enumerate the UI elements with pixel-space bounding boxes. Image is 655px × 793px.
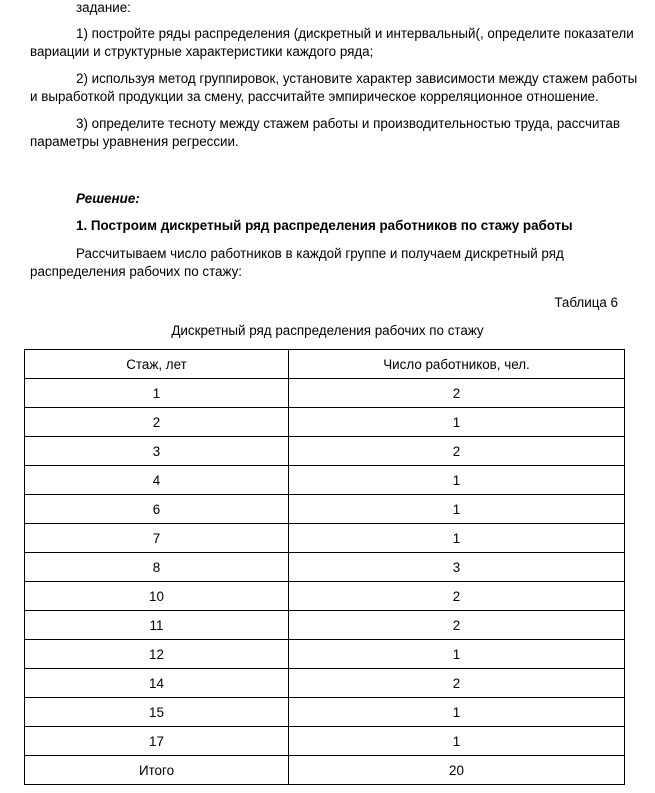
cell-worker-count: 1	[289, 495, 625, 524]
cell-experience: 8	[25, 553, 289, 582]
step-1-text-line-2: распределения рабочих по стажу:	[30, 264, 243, 279]
cell-experience: 14	[25, 669, 289, 698]
cell-worker-count: 1	[289, 524, 625, 553]
cell-experience: 17	[25, 727, 289, 756]
cell-experience: 6	[25, 495, 289, 524]
cell-total-value: 20	[289, 756, 625, 785]
table-row	[25, 437, 625, 466]
table-row	[25, 524, 625, 553]
cell-worker-count: 1	[289, 727, 625, 756]
cell-experience: 2	[25, 408, 289, 437]
cell-worker-count: 2	[289, 582, 625, 611]
cell-worker-count: 1	[289, 698, 625, 727]
cell-worker-count: 2	[289, 379, 625, 408]
cell-worker-count: 1	[289, 466, 625, 495]
cell-experience: 7	[25, 524, 289, 553]
cell-worker-count: 2	[289, 437, 625, 466]
cell-experience: 1	[25, 379, 289, 408]
cell-worker-count: 1	[289, 640, 625, 669]
table-row	[25, 640, 625, 669]
table-row	[25, 553, 625, 582]
cell-worker-count: 3	[289, 553, 625, 582]
table-row	[25, 408, 625, 437]
task-3-line-1: 3) определите тесноту между стажем работы и производительностью труда, рассчитав	[76, 116, 620, 131]
distribution-table	[24, 349, 625, 785]
table-row	[25, 727, 625, 756]
cell-experience: 4	[25, 466, 289, 495]
table-row	[25, 669, 625, 698]
task-1-line-1: 1) постройте ряды распределения (дискретный и интервальный(, определите показатели	[76, 26, 634, 41]
step-1-text-line-1: Рассчитываем число работников в каждой группе и получаем дискретный ряд	[76, 246, 564, 261]
cell-experience: 10	[25, 582, 289, 611]
table-row	[25, 495, 625, 524]
cell-experience: 12	[25, 640, 289, 669]
table-row	[25, 611, 625, 640]
task-2-line-1: 2) используя метод группировок, установите характер зависимости между стажем работы	[76, 71, 638, 86]
table-row	[25, 582, 625, 611]
cell-total-label: Итого	[25, 756, 289, 785]
step-1-title: 1. Построим дискретный ряд распределения работников по стажу работы	[76, 218, 573, 233]
intro-line: задание:	[76, 0, 131, 15]
table-row	[25, 379, 625, 408]
table-total-row	[25, 756, 625, 785]
task-2-line-2: и выработкой продукции за смену, рассчитайте эмпирическое корреляционное отношение.	[30, 89, 599, 104]
table-row	[25, 466, 625, 495]
table-row	[25, 698, 625, 727]
cell-worker-count: 1	[289, 408, 625, 437]
cell-experience: 3	[25, 437, 289, 466]
cell-worker-count: 2	[289, 669, 625, 698]
header-worker-count: Число работников, чел.	[289, 350, 625, 379]
cell-experience: 11	[25, 611, 289, 640]
task-3-line-2: параметры уравнения регрессии.	[30, 134, 239, 149]
table-caption: Дискретный ряд распределения рабочих по стажу	[171, 323, 484, 338]
table-header-row	[25, 350, 625, 379]
cell-experience: 15	[25, 698, 289, 727]
solution-heading: Решение:	[76, 191, 140, 206]
table-label: Таблица 6	[554, 295, 618, 310]
cell-worker-count: 2	[289, 611, 625, 640]
header-experience: Стаж, лет	[25, 350, 289, 379]
task-1-line-2: вариации и структурные характеристики каждого ряда;	[30, 44, 374, 59]
